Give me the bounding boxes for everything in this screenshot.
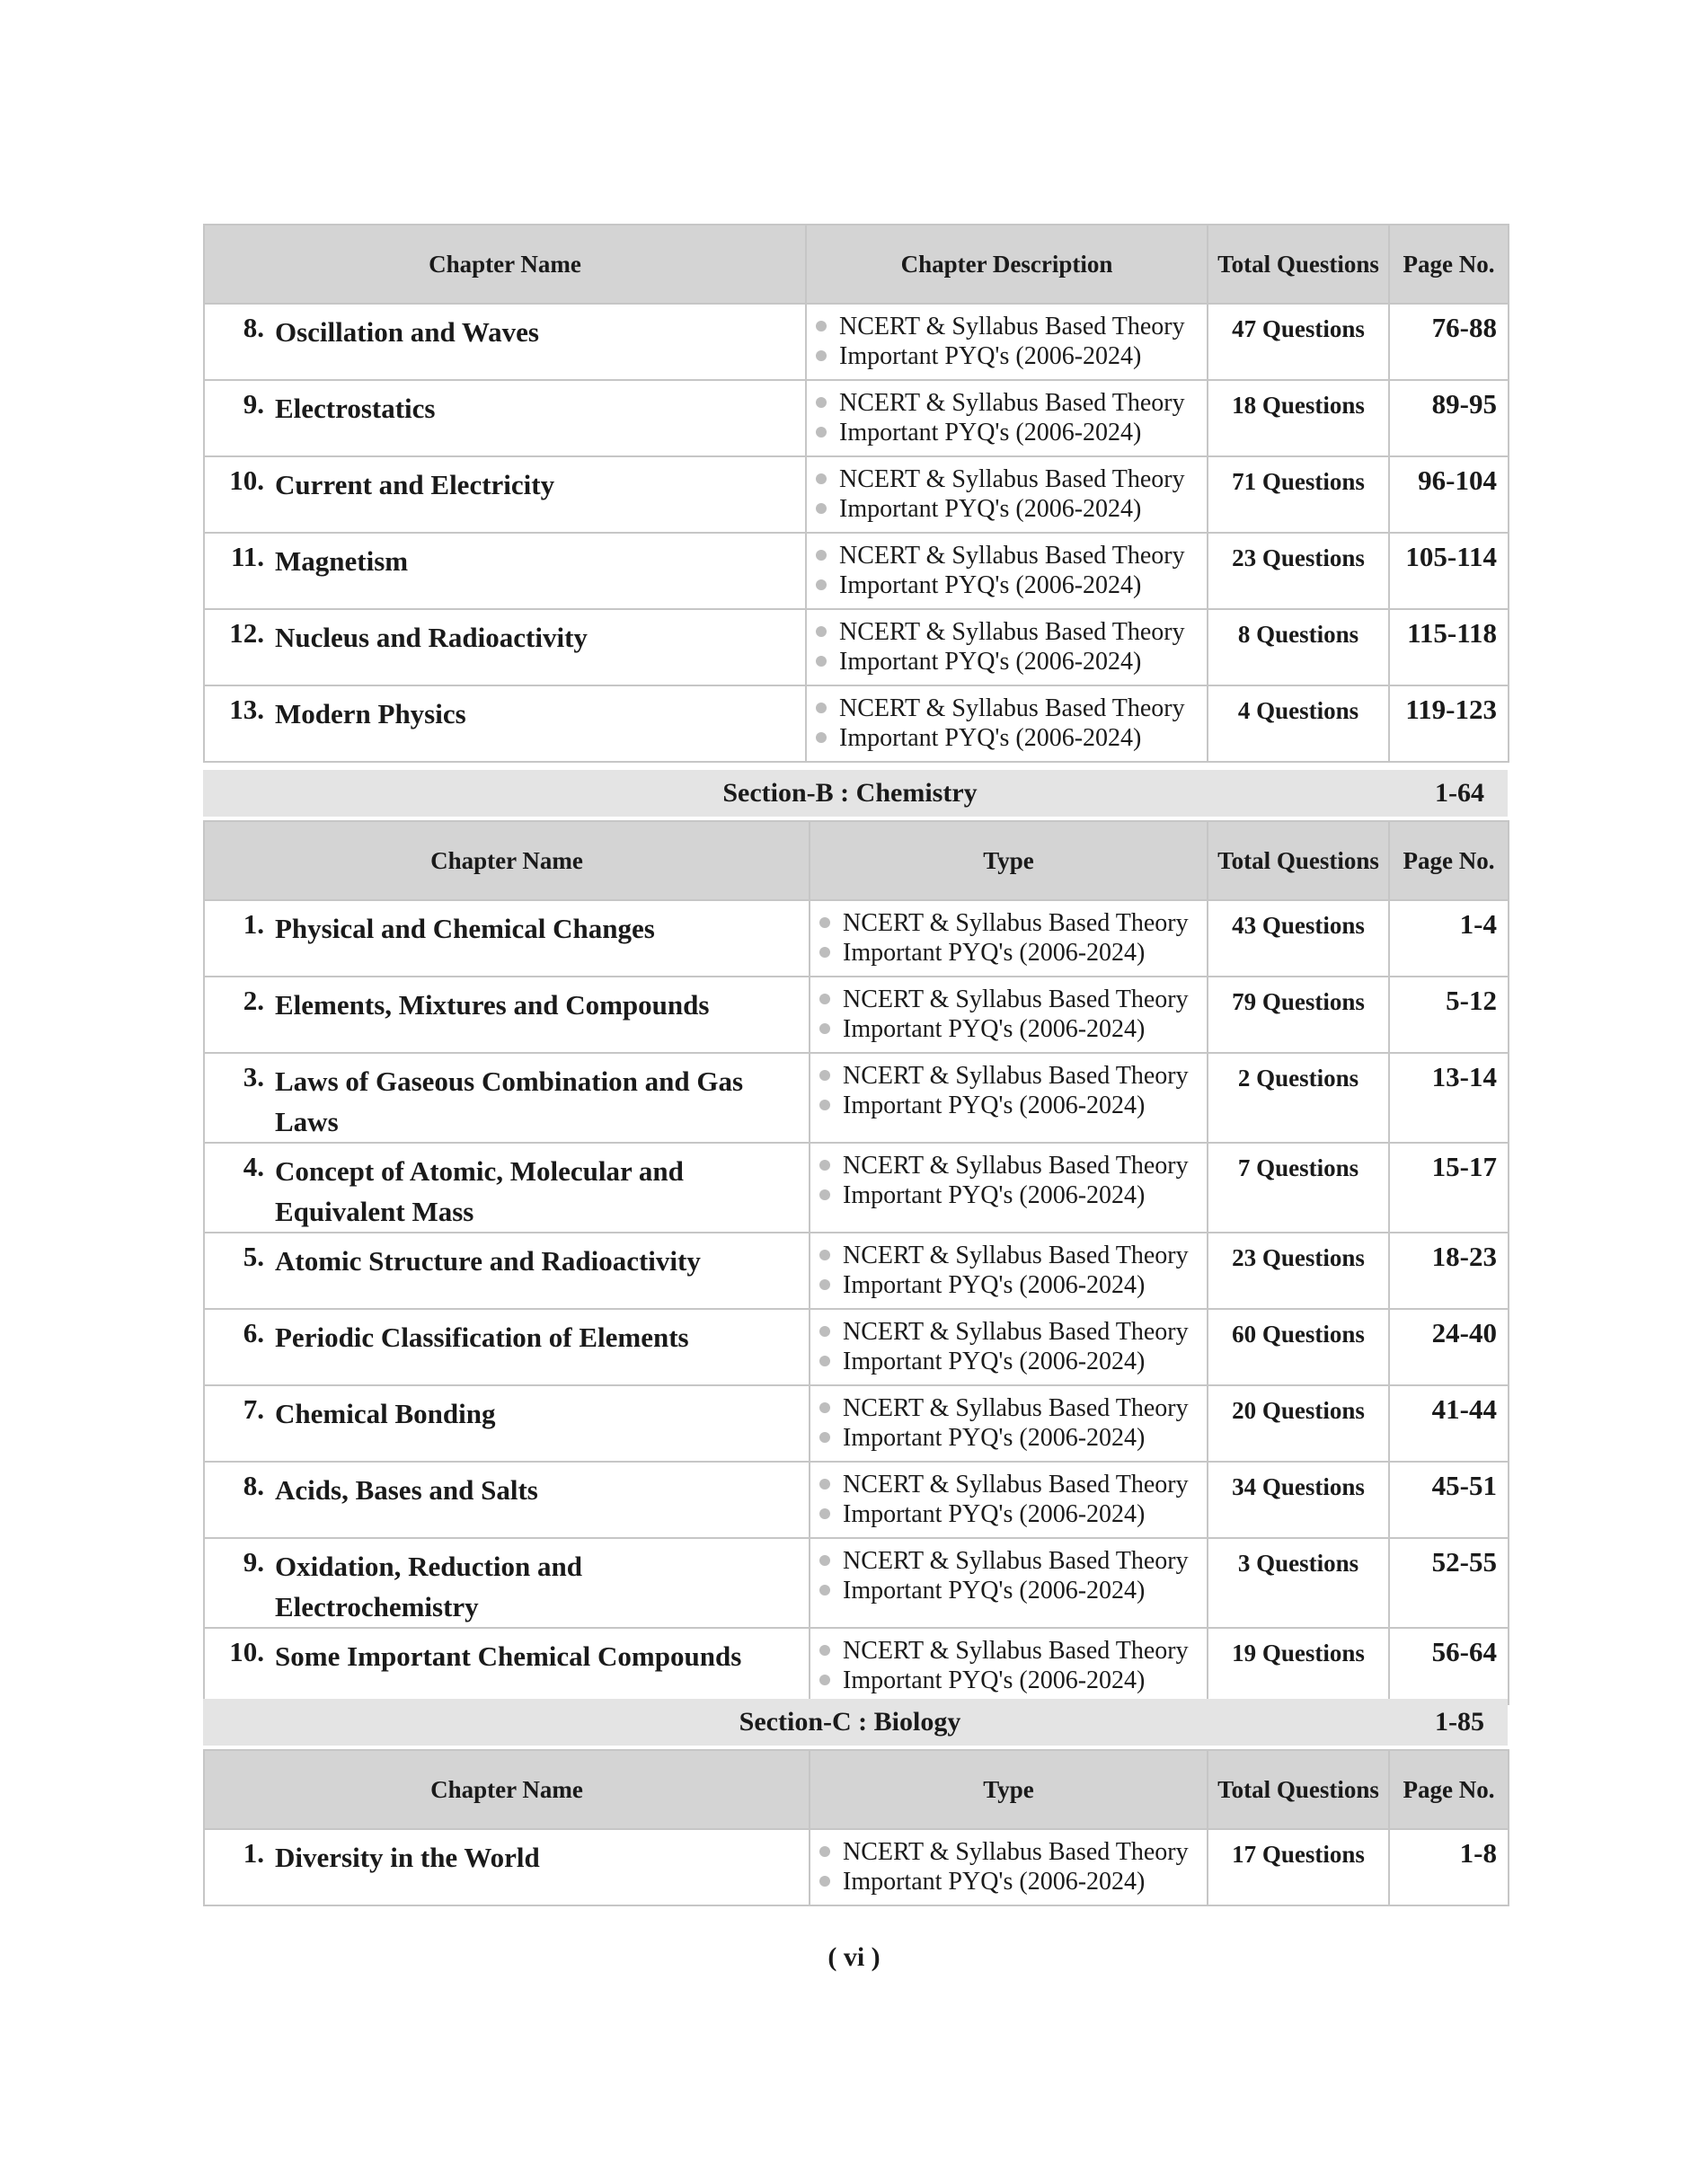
chapter-number: 10. xyxy=(229,464,264,496)
table-row xyxy=(204,1053,1509,1143)
bullet-dot-icon xyxy=(819,1023,830,1034)
bullet-dot-icon xyxy=(819,917,830,928)
bullet-dot-icon xyxy=(816,579,827,590)
chapter-name-cell xyxy=(204,1309,810,1385)
page-range-cell: 13-14 xyxy=(1389,1053,1509,1143)
bullet-item xyxy=(819,1151,1198,1180)
chapter-number: 6. xyxy=(243,1317,264,1348)
chapter-title: Nucleus and Radioactivity xyxy=(275,622,588,653)
bullet-item xyxy=(816,570,1198,600)
total-questions-cell: 23 Questions xyxy=(1208,533,1389,609)
chapter-title: Chemical Bonding xyxy=(275,1398,496,1429)
section-b-title: Section-B : Chemistry xyxy=(722,778,978,808)
chemistry-contents-table xyxy=(203,820,1509,1705)
chapter-name-cell xyxy=(204,1385,810,1462)
section-c-title: Section-C : Biology xyxy=(739,1707,961,1737)
chapter-type-cell xyxy=(810,1462,1208,1538)
header-total-questions: Total Questions xyxy=(1208,225,1389,304)
bullet-dot-icon xyxy=(816,350,827,361)
total-questions-cell: 60 Questions xyxy=(1208,1309,1389,1385)
page-range-cell: 105-114 xyxy=(1389,533,1509,609)
chapter-type-cell xyxy=(810,1143,1208,1233)
bullet-item xyxy=(816,617,1198,647)
chapter-type-cell xyxy=(806,609,1208,685)
chapter-number: 9. xyxy=(243,388,264,420)
chapter-title: Modern Physics xyxy=(275,698,466,729)
bullet-dot-icon xyxy=(819,1160,830,1171)
chapter-type-cell xyxy=(810,977,1208,1053)
bullet-text: Important PYQ's (2006-2024) xyxy=(839,724,1142,752)
page-range-cell: 1-4 xyxy=(1389,900,1509,977)
bullet-text: Important PYQ's (2006-2024) xyxy=(839,648,1142,676)
total-questions-cell: 71 Questions xyxy=(1208,456,1389,533)
bullet-item xyxy=(819,1317,1198,1347)
chapter-type-cell xyxy=(810,1233,1208,1309)
total-questions-cell: 47 Questions xyxy=(1208,304,1389,380)
bullet-text: NCERT & Syllabus Based Theory xyxy=(839,618,1185,646)
bullet-dot-icon xyxy=(816,732,827,743)
total-questions-cell: 23 Questions xyxy=(1208,1233,1389,1309)
bullet-dot-icon xyxy=(819,1250,830,1260)
bullet-dot-icon xyxy=(816,427,827,438)
chapter-number: 1. xyxy=(243,908,264,940)
bullet-item xyxy=(819,938,1198,968)
chapter-name-cell xyxy=(204,304,806,380)
page-range-cell: 5-12 xyxy=(1389,977,1509,1053)
table-row xyxy=(204,456,1509,533)
bullet-item xyxy=(819,908,1198,938)
bullet-item xyxy=(819,1666,1198,1695)
bullet-text: NCERT & Syllabus Based Theory xyxy=(843,909,1189,937)
bullet-dot-icon xyxy=(819,1402,830,1413)
bullet-dot-icon xyxy=(819,1846,830,1857)
table-header-row xyxy=(204,225,1509,304)
page-range-cell: 15-17 xyxy=(1389,1143,1509,1233)
bullet-text: Important PYQ's (2006-2024) xyxy=(843,1868,1146,1896)
total-questions-cell: 79 Questions xyxy=(1208,977,1389,1053)
table-row xyxy=(204,1233,1509,1309)
bullet-dot-icon xyxy=(819,994,830,1004)
chapter-title: Oscillation and Waves xyxy=(275,316,539,348)
bullet-text: NCERT & Syllabus Based Theory xyxy=(839,389,1185,417)
chapter-type-cell xyxy=(806,685,1208,762)
chapter-name-cell xyxy=(204,1462,810,1538)
chapter-type-cell xyxy=(810,1309,1208,1385)
bullet-item xyxy=(816,418,1198,447)
total-questions-cell: 19 Questions xyxy=(1208,1628,1389,1704)
page-range-cell: 96-104 xyxy=(1389,456,1509,533)
chapter-number: 2. xyxy=(243,985,264,1016)
chapter-number: 8. xyxy=(243,1470,264,1501)
bullet-text: Important PYQ's (2006-2024) xyxy=(843,1424,1146,1452)
total-questions-cell: 43 Questions xyxy=(1208,900,1389,977)
table-row xyxy=(204,1628,1509,1704)
total-questions-cell: 7 Questions xyxy=(1208,1143,1389,1233)
page-range-cell: 115-118 xyxy=(1389,609,1509,685)
bullet-dot-icon xyxy=(819,1432,830,1443)
chapter-number: 3. xyxy=(243,1061,264,1092)
total-questions-cell: 4 Questions xyxy=(1208,685,1389,762)
bullet-item xyxy=(819,1423,1198,1453)
chapter-number: 5. xyxy=(243,1241,264,1272)
chemistry-table-body xyxy=(204,900,1509,1704)
bullet-dot-icon xyxy=(816,656,827,667)
bullet-dot-icon xyxy=(819,1100,830,1110)
bullet-dot-icon xyxy=(819,1555,830,1566)
bullet-dot-icon xyxy=(819,1070,830,1081)
chapter-title: Current and Electricity xyxy=(275,469,555,500)
chapter-type-cell xyxy=(810,1385,1208,1462)
biology-contents-table xyxy=(203,1749,1509,1906)
table-row xyxy=(204,609,1509,685)
bullet-text: Important PYQ's (2006-2024) xyxy=(843,1500,1146,1528)
biology-table-block xyxy=(203,1749,1508,1906)
bullet-item xyxy=(816,541,1198,570)
chapter-number: 12. xyxy=(229,617,264,649)
chapter-type-cell xyxy=(806,304,1208,380)
bullet-item xyxy=(816,694,1198,723)
bullet-text: Important PYQ's (2006-2024) xyxy=(843,1348,1146,1375)
section-c-page-range: 1-85 xyxy=(1435,1707,1484,1737)
bullet-text: NCERT & Syllabus Based Theory xyxy=(843,1838,1189,1866)
chapter-title: Acids, Bases and Salts xyxy=(275,1474,538,1506)
biology-table-body xyxy=(204,1829,1509,1905)
table-row xyxy=(204,1143,1509,1233)
chapter-name-cell xyxy=(204,609,806,685)
bullet-item xyxy=(819,1393,1198,1423)
bullet-text: NCERT & Syllabus Based Theory xyxy=(839,694,1185,722)
bullet-item xyxy=(816,494,1198,524)
total-questions-cell: 34 Questions xyxy=(1208,1462,1389,1538)
bullet-item xyxy=(816,464,1198,494)
page-range-cell: 18-23 xyxy=(1389,1233,1509,1309)
section-c-bar xyxy=(203,1699,1508,1746)
bullet-text: NCERT & Syllabus Based Theory xyxy=(843,1471,1189,1498)
physics-table-block xyxy=(203,224,1508,763)
chapter-title: Diversity in the World xyxy=(275,1842,540,1873)
bullet-item xyxy=(819,1576,1198,1605)
header-page-no: Page No. xyxy=(1389,821,1509,900)
header-chapter-name: Chapter Name xyxy=(204,1750,810,1829)
bullet-dot-icon xyxy=(819,1356,830,1366)
bullet-item xyxy=(816,388,1198,418)
page-number: ( vi ) xyxy=(827,1942,881,1972)
bullet-dot-icon xyxy=(819,1479,830,1490)
header-total-questions: Total Questions xyxy=(1208,821,1389,900)
bullet-text: Important PYQ's (2006-2024) xyxy=(843,1181,1146,1209)
bullet-text: NCERT & Syllabus Based Theory xyxy=(843,986,1189,1013)
chapter-type-cell xyxy=(810,1053,1208,1143)
bullet-text: Important PYQ's (2006-2024) xyxy=(839,419,1142,446)
chapter-name-cell xyxy=(204,533,806,609)
bullet-item xyxy=(819,1470,1198,1499)
header-chapter-name: Chapter Name xyxy=(204,821,810,900)
chapter-type-cell xyxy=(806,456,1208,533)
bullet-item xyxy=(816,647,1198,676)
total-questions-cell: 2 Questions xyxy=(1208,1053,1389,1143)
chapter-title: Elements, Mixtures and Compounds xyxy=(275,989,710,1021)
header-type: Type xyxy=(810,821,1208,900)
table-row xyxy=(204,1538,1509,1628)
page-range-cell: 1-8 xyxy=(1389,1829,1509,1905)
bullet-text: NCERT & Syllabus Based Theory xyxy=(839,465,1185,493)
bullet-text: NCERT & Syllabus Based Theory xyxy=(839,313,1185,340)
table-row xyxy=(204,1829,1509,1905)
bullet-item xyxy=(819,1270,1198,1300)
bullet-item xyxy=(819,1636,1198,1666)
bullet-dot-icon xyxy=(819,1279,830,1290)
table-row xyxy=(204,977,1509,1053)
bullet-text: Important PYQ's (2006-2024) xyxy=(839,571,1142,599)
chapter-name-cell xyxy=(204,1053,810,1143)
chapter-number: 11. xyxy=(230,541,264,572)
chapter-name-cell xyxy=(204,380,806,456)
bullet-text: NCERT & Syllabus Based Theory xyxy=(843,1394,1189,1422)
bullet-text: NCERT & Syllabus Based Theory xyxy=(843,1547,1189,1575)
chapter-name-cell xyxy=(204,900,810,977)
chapter-number: 10. xyxy=(229,1636,264,1667)
bullet-item xyxy=(819,1180,1198,1210)
page-range-cell: 56-64 xyxy=(1389,1628,1509,1704)
bullet-dot-icon xyxy=(819,947,830,958)
bullet-text: Important PYQ's (2006-2024) xyxy=(843,939,1146,967)
chapter-name-cell xyxy=(204,456,806,533)
bullet-text: NCERT & Syllabus Based Theory xyxy=(839,542,1185,570)
chapter-title: Periodic Classification of Elements xyxy=(275,1322,689,1353)
bullet-dot-icon xyxy=(819,1508,830,1519)
bullet-text: Important PYQ's (2006-2024) xyxy=(843,1666,1146,1694)
bullet-item xyxy=(819,1546,1198,1576)
page-range-cell: 24-40 xyxy=(1389,1309,1509,1385)
total-questions-cell: 18 Questions xyxy=(1208,380,1389,456)
header-chapter-name: Chapter Name xyxy=(204,225,806,304)
chapter-title: Some Important Chemical Compounds xyxy=(275,1640,742,1672)
total-questions-cell: 3 Questions xyxy=(1208,1538,1389,1628)
physics-table-body xyxy=(204,304,1509,762)
chapter-number: 1. xyxy=(243,1837,264,1869)
chapter-number: 13. xyxy=(229,694,264,725)
header-total-questions: Total Questions xyxy=(1208,1750,1389,1829)
table-header-row xyxy=(204,821,1509,900)
table-row xyxy=(204,1385,1509,1462)
bullet-dot-icon xyxy=(819,1645,830,1656)
total-questions-cell: 8 Questions xyxy=(1208,609,1389,685)
chapter-title: Concept of Atomic, Molecular and Equivalent Mass xyxy=(275,1155,684,1227)
chapter-number: 9. xyxy=(243,1546,264,1578)
table-header-row xyxy=(204,1750,1509,1829)
table-row xyxy=(204,533,1509,609)
bullet-item xyxy=(819,1241,1198,1270)
page-range-cell: 76-88 xyxy=(1389,304,1509,380)
table-row xyxy=(204,1462,1509,1538)
bullet-dot-icon xyxy=(816,703,827,713)
bullet-text: Important PYQ's (2006-2024) xyxy=(839,342,1142,370)
bullet-item xyxy=(819,1837,1198,1867)
bullet-item xyxy=(819,985,1198,1014)
bullet-text: Important PYQ's (2006-2024) xyxy=(839,495,1142,523)
table-row xyxy=(204,900,1509,977)
bullet-dot-icon xyxy=(819,1675,830,1685)
table-row xyxy=(204,380,1509,456)
header-page-no: Page No. xyxy=(1389,225,1509,304)
bullet-item xyxy=(819,1347,1198,1376)
bullet-item xyxy=(816,723,1198,753)
bullet-item xyxy=(816,341,1198,371)
bullet-dot-icon xyxy=(819,1326,830,1337)
table-row xyxy=(204,304,1509,380)
chapter-title: Atomic Structure and Radioactivity xyxy=(275,1245,701,1277)
page-range-cell: 45-51 xyxy=(1389,1462,1509,1538)
bullet-dot-icon xyxy=(816,550,827,561)
section-b-page-range: 1-64 xyxy=(1435,778,1484,808)
bullet-text: NCERT & Syllabus Based Theory xyxy=(843,1318,1189,1346)
chapter-name-cell xyxy=(204,685,806,762)
total-questions-cell: 17 Questions xyxy=(1208,1829,1389,1905)
bullet-text: Important PYQ's (2006-2024) xyxy=(843,1092,1146,1119)
chapter-title: Laws of Gaseous Combination and Gas Laws xyxy=(275,1065,744,1137)
chapter-title: Physical and Chemical Changes xyxy=(275,913,655,944)
bullet-text: NCERT & Syllabus Based Theory xyxy=(843,1637,1189,1665)
chapter-number: 7. xyxy=(243,1393,264,1425)
chapter-type-cell xyxy=(806,533,1208,609)
header-page-no: Page No. xyxy=(1389,1750,1509,1829)
bullet-item xyxy=(819,1867,1198,1896)
bullet-dot-icon xyxy=(819,1189,830,1200)
bullet-dot-icon xyxy=(819,1585,830,1596)
bullet-dot-icon xyxy=(819,1876,830,1887)
header-chapter-description: Chapter Description xyxy=(806,225,1208,304)
chapter-type-cell xyxy=(810,900,1208,977)
bullet-text: Important PYQ's (2006-2024) xyxy=(843,1271,1146,1299)
bullet-text: NCERT & Syllabus Based Theory xyxy=(843,1152,1189,1180)
table-row xyxy=(204,1309,1509,1385)
chapter-name-cell xyxy=(204,1538,810,1628)
chapter-type-cell xyxy=(810,1538,1208,1628)
total-questions-cell: 20 Questions xyxy=(1208,1385,1389,1462)
chapter-name-cell xyxy=(204,1143,810,1233)
chapter-name-cell xyxy=(204,1233,810,1309)
bullet-dot-icon xyxy=(816,321,827,332)
chapter-number: 8. xyxy=(243,312,264,343)
page-range-cell: 41-44 xyxy=(1389,1385,1509,1462)
chapter-name-cell xyxy=(204,1628,810,1704)
bullet-dot-icon xyxy=(816,503,827,514)
chapter-type-cell xyxy=(810,1628,1208,1704)
chapter-type-cell xyxy=(810,1829,1208,1905)
chapter-number: 4. xyxy=(243,1151,264,1182)
bullet-item xyxy=(819,1091,1198,1120)
table-row xyxy=(204,685,1509,762)
bullet-item xyxy=(819,1061,1198,1091)
bullet-item xyxy=(819,1014,1198,1044)
bullet-item xyxy=(819,1499,1198,1529)
chapter-name-cell xyxy=(204,1829,810,1905)
chapter-type-cell xyxy=(806,380,1208,456)
chapter-name-cell xyxy=(204,977,810,1053)
bullet-text: NCERT & Syllabus Based Theory xyxy=(843,1062,1189,1090)
section-b-bar xyxy=(203,770,1508,817)
header-type: Type xyxy=(810,1750,1208,1829)
page-range-cell: 119-123 xyxy=(1389,685,1509,762)
chapter-title: Electrostatics xyxy=(275,393,436,424)
bullet-text: Important PYQ's (2006-2024) xyxy=(843,1015,1146,1043)
bullet-text: Important PYQ's (2006-2024) xyxy=(843,1577,1146,1604)
chapter-title: Magnetism xyxy=(275,545,409,577)
bullet-item xyxy=(816,312,1198,341)
chapter-title: Oxidation, Reduction and Electrochemistry xyxy=(275,1551,582,1622)
bullet-dot-icon xyxy=(816,626,827,637)
chemistry-table-block xyxy=(203,820,1508,1705)
bullet-dot-icon xyxy=(816,397,827,408)
page-range-cell: 89-95 xyxy=(1389,380,1509,456)
bullet-dot-icon xyxy=(816,473,827,484)
page-range-cell: 52-55 xyxy=(1389,1538,1509,1628)
bullet-text: NCERT & Syllabus Based Theory xyxy=(843,1242,1189,1269)
physics-contents-table xyxy=(203,224,1509,763)
